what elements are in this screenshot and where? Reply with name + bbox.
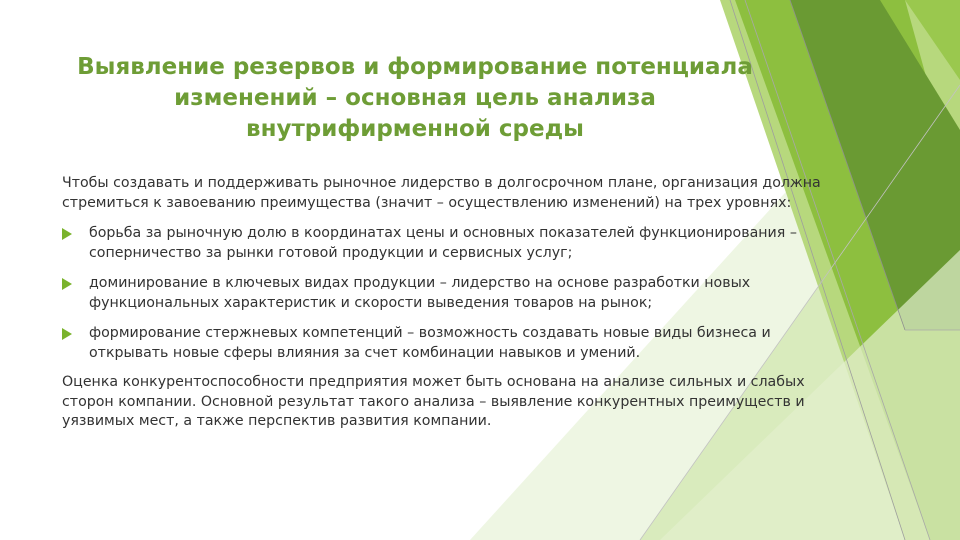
bullet-item: [62, 324, 827, 363]
bullet-text: формирование стержневых компетенций – возможность создавать новые виды бизнеса и открывать новые сферы влияния за счет комбинации навыков и умений.: [89, 325, 771, 361]
triangle-arrow-icon: [62, 328, 72, 340]
bullet-list: [62, 224, 827, 363]
bullet-text: борьба за рыночную долю в координатах цены и основных показателей функционирования – соперничество за рынки готовой продукции и сервисных услуг;: [89, 225, 797, 261]
slide-title: Выявление резервов и формирование потенциала изменений – основная цель анализа внутрифирменной среды: [77, 54, 753, 142]
bullet-text: доминирование в ключевых видах продукции – лидерство на основе разработки новых функциональных характеристик и скорости выведения товаров на рынок;: [89, 275, 751, 311]
intro-paragraph: Чтобы создавать и поддерживать рыночное лидерство в долгосрочном плане, организация должна стремиться к завоеванию преимущества (значит – осуществлению изменений) на трех уровнях:: [62, 175, 821, 211]
slide-body: [62, 174, 827, 432]
triangle-arrow-icon: [62, 278, 72, 290]
triangle-arrow-icon: [62, 228, 72, 240]
conclusion-paragraph: Оценка конкурентоспособности предприятия может быть основана на анализе сильных и слабых сторон компании. Основной результат такого анализа – выявление конкурентных преимуществ и уязвимых мест, а также перспектив развития компании.: [62, 374, 805, 429]
bullet-item: [62, 224, 827, 263]
bullet-item: [62, 274, 827, 313]
